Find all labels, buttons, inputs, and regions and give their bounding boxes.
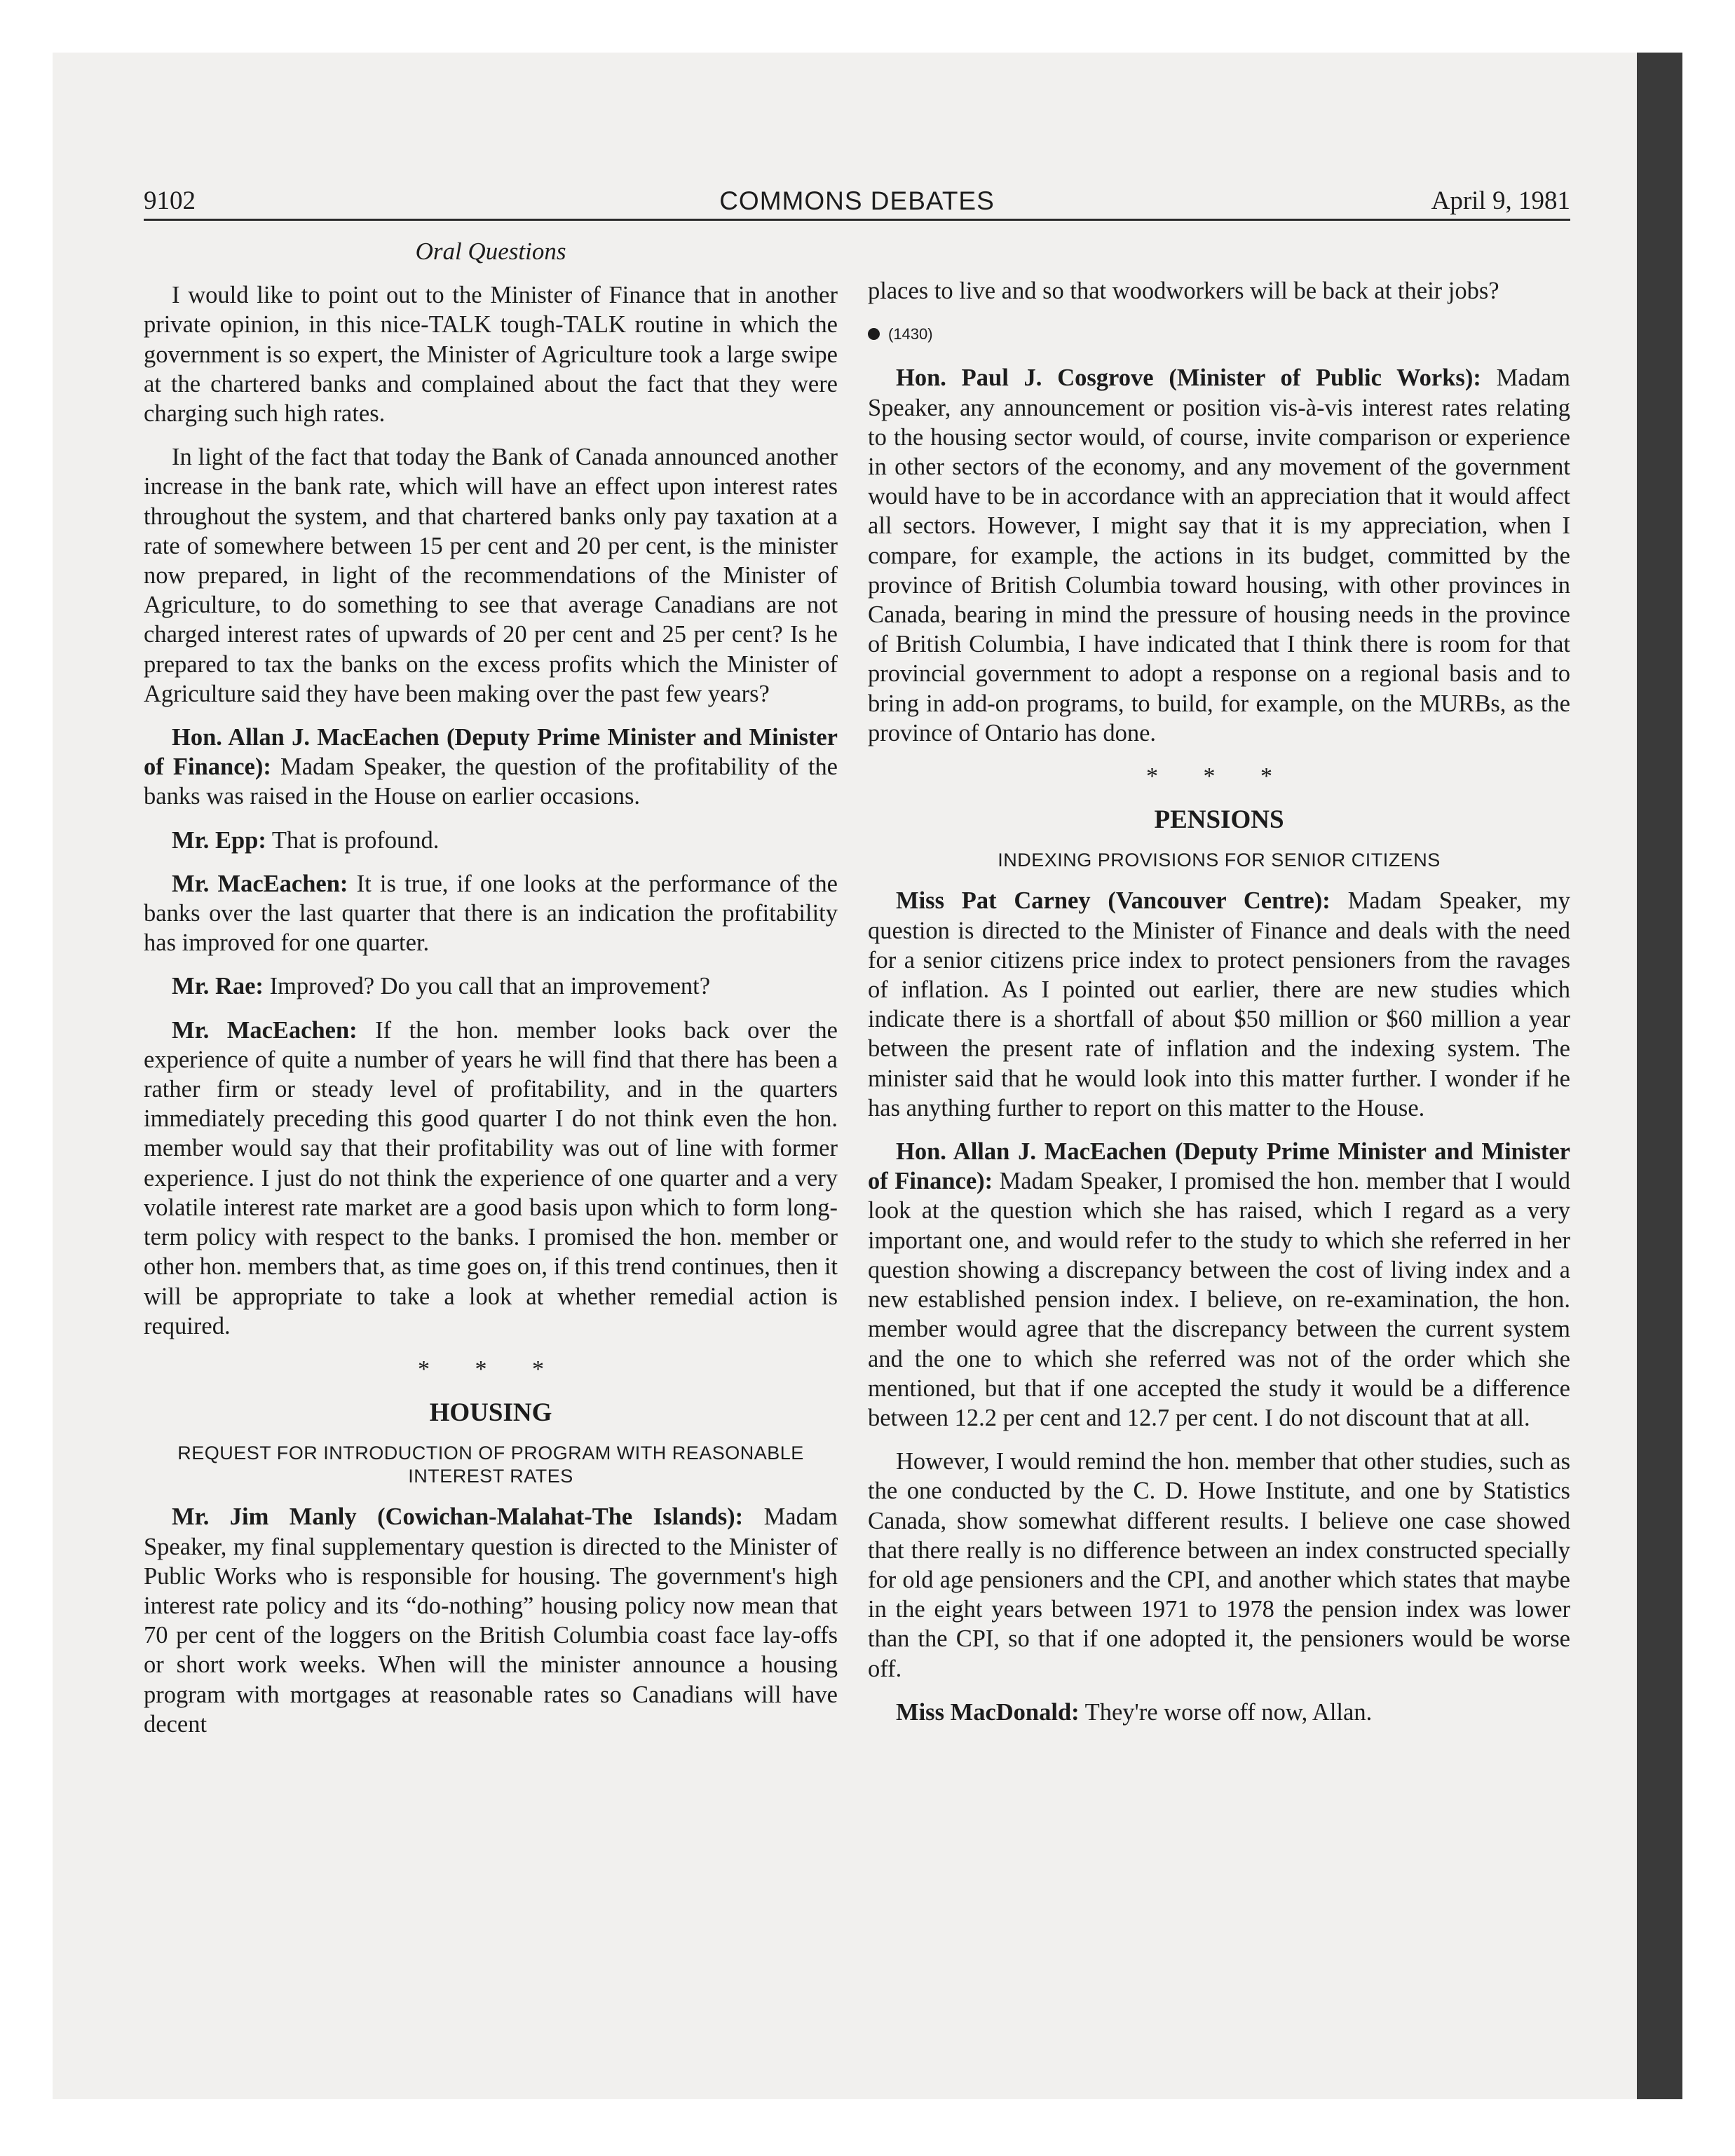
speaker-name: Mr. MacEachen: <box>172 870 348 897</box>
speech-text: That is profound. <box>266 826 440 854</box>
paragraph <box>868 363 1570 748</box>
paragraph: places to live and so that woodworkers will be back at their jobs? <box>868 278 1499 304</box>
section-separator: * * * <box>1146 763 1292 790</box>
paragraph: In light of the fact that today the Bank of Canada announced another increase in the bank rate, which will have an effect upon interest rates throughout the system, and that chartered banks only pay taxation at a rate of somewhere between 15 per cent and 20 per cent, is the minister now prepared, in light of the recommendations of the Minister of Agriculture, to do something to see that average Canadians are not charged interest rates of upwards of 20 per cent and 25 per cent? Is he prepared to tax the banks on the excess profits which the Minister of Agriculture said they have been making over the past few years? <box>144 444 838 707</box>
speech-text: Madam Speaker, the question of the profitability of the banks was raised in the House on earlier occasions. <box>144 753 838 810</box>
section-separator: * * * <box>418 1356 564 1382</box>
speech-text: Improved? Do you call that an improvement? <box>263 973 711 1000</box>
paragraph: However, I would remind the hon. member that other studies, such as the one conducted by the C. D. Howe Institute, and one by Statistics Canada, show somewhat different results. I believe one case showed that there really is no difference between an index constructed specially for old age pensioners and the CPI, and another which states that maybe in the eight years between 1971 to 1978 the pension index was lower than the CPI, so that if one adopted it, the pensioners would be worse off. <box>868 1448 1570 1682</box>
paragraph <box>144 869 838 958</box>
page-header <box>144 184 1570 221</box>
page-number: 9102 <box>144 186 196 215</box>
section-subheading: REQUEST FOR INTRODUCTION OF PROGRAM WITH REASONABLE INTEREST RATES <box>177 1442 804 1487</box>
speaker-name: Mr. MacEachen: <box>172 1016 358 1044</box>
page-date: April 9, 1981 <box>1431 186 1570 215</box>
right-column <box>868 276 1570 1741</box>
timestamp-text: (1430) <box>888 325 933 343</box>
section-label: Oral Questions <box>415 238 566 265</box>
speaker-name: Miss MacDonald: <box>896 1698 1080 1726</box>
speaker-name: Mr. Epp: <box>172 826 266 854</box>
paragraph <box>144 1016 838 1341</box>
speech-text: If the hon. member looks back over the experience of quite a number of years he will find that there has been a rather firm or steady level of profitability, and in the quarters immediately preceding this good quarter I do not think even the hon. member would say that their profitability was out of line with former experience. I just do not think the experience of one quarter and a very volatile interest rate market are a good basis upon which to form long-term policy with respect to the banks. I promised the hon. member or other hon. members that, as time goes on, if this trend continues, then it will be appropriate to take a look at whether remedial action is required. <box>144 1016 838 1339</box>
paragraph: I would like to point out to the Minister of Finance that in another private opinion, in this nice-TALK tough-TALK routine in which the government is so expert, the Minister of Agriculture took a large swipe at the chartered banks and complained about the fact that they were charging such high rates. <box>144 282 838 428</box>
speaker-name: Hon. Allan J. MacEachen (Deputy Prime Minister and Minister of Finance): <box>868 1138 1570 1195</box>
section-heading: HOUSING <box>429 1398 552 1428</box>
section-heading: PENSIONS <box>1154 805 1284 835</box>
paragraph <box>144 971 838 1001</box>
speaker-name: Hon. Paul J. Cosgrove (Minister of Public Works): <box>896 364 1481 392</box>
speech-text: Madam Speaker, any announcement or position vis-à-vis interest rates relating to the housing sector would, of course, invite comparison or experience in other sectors of the economy, and any movement of the government would have to be in accordance with an appreciation that it would affect all sectors. However, I might say that it is my appreciation, when I compare, for example, the actions in its budget, committed by the province of British Columbia toward housing, with other provinces in Canada, bearing in mind the pressure of housing needs in the province of British Columbia, I have indicated that I think there is room for that provincial government to adopt a response on a regional basis and to bring in add-on programs, to build, for example, on the MURBs, as the province of Ontario has done. <box>868 364 1570 746</box>
left-column <box>144 237 838 1753</box>
bullet-icon <box>868 328 880 340</box>
paragraph <box>868 1698 1570 1727</box>
speaker-name: Mr. Jim Manly (Cowichan-Malahat-The Islands): <box>172 1503 744 1531</box>
speech-text: Madam Speaker, I promised the hon. member that I would look at the question which she has raised, which I regard as a very important one, and would refer to the study to which she referred in her question showing a discrepancy between the cost of living index and a new established pension index. I believe, on re-examination, the hon. member would agree that the discrepancy between the current system and the one to which she referred was not of the order which she mentioned, but that if one accepted the study it would be a difference between 12.2 per cent and 12.7 per cent. I do not discount that at all. <box>868 1168 1570 1431</box>
paragraph <box>868 886 1570 1123</box>
speech-text: It is true, if one looks at the performance of the banks over the last quarter that there is an indication the profitability has improved for one quarter. <box>144 870 838 957</box>
section-subheading: INDEXING PROVISIONS FOR SENIOR CITIZENS <box>998 850 1441 871</box>
speaker-name: Miss Pat Carney (Vancouver Centre): <box>896 887 1331 915</box>
speaker-name: Hon. Allan J. MacEachen (Deputy Prime Minister and Minister of Finance): <box>144 724 838 781</box>
speech-text: They're worse off now, Allan. <box>1079 1698 1373 1726</box>
scan-edge-shadow <box>1637 53 1682 2099</box>
speech-text: Madam Speaker, my question is directed to the Minister of Finance and deals with the need for a senior citizens price index to protect pensioners from the ravages of inflation. As I pointed out earlier, there are new studies which indicate there is a shortfall of about $50 million or $60 million a year between the present rate of inflation and the indexing system. The minister said that he would look into this matter further. I wonder if he has anything further to report on this matter to the House. <box>868 887 1570 1121</box>
timestamp <box>868 320 1570 349</box>
paragraph <box>868 1137 1570 1433</box>
paragraph <box>144 1502 838 1739</box>
publication-title: COMMONS DEBATES <box>719 186 995 215</box>
speaker-name: Mr. Rae: <box>172 973 264 1000</box>
paragraph <box>144 723 838 812</box>
paragraph <box>144 826 838 855</box>
speech-text: Madam Speaker, my final supplementary question is directed to the Minister of Public Works who is responsible for housing. The government's high interest rate policy and its “do-nothing” housing policy now mean that 70 per cent of the loggers on the British Columbia coast face lay-offs or short work weeks. When will the minister announce a housing program with mortgages at reasonable rates so Canadians will have decent <box>144 1503 838 1738</box>
